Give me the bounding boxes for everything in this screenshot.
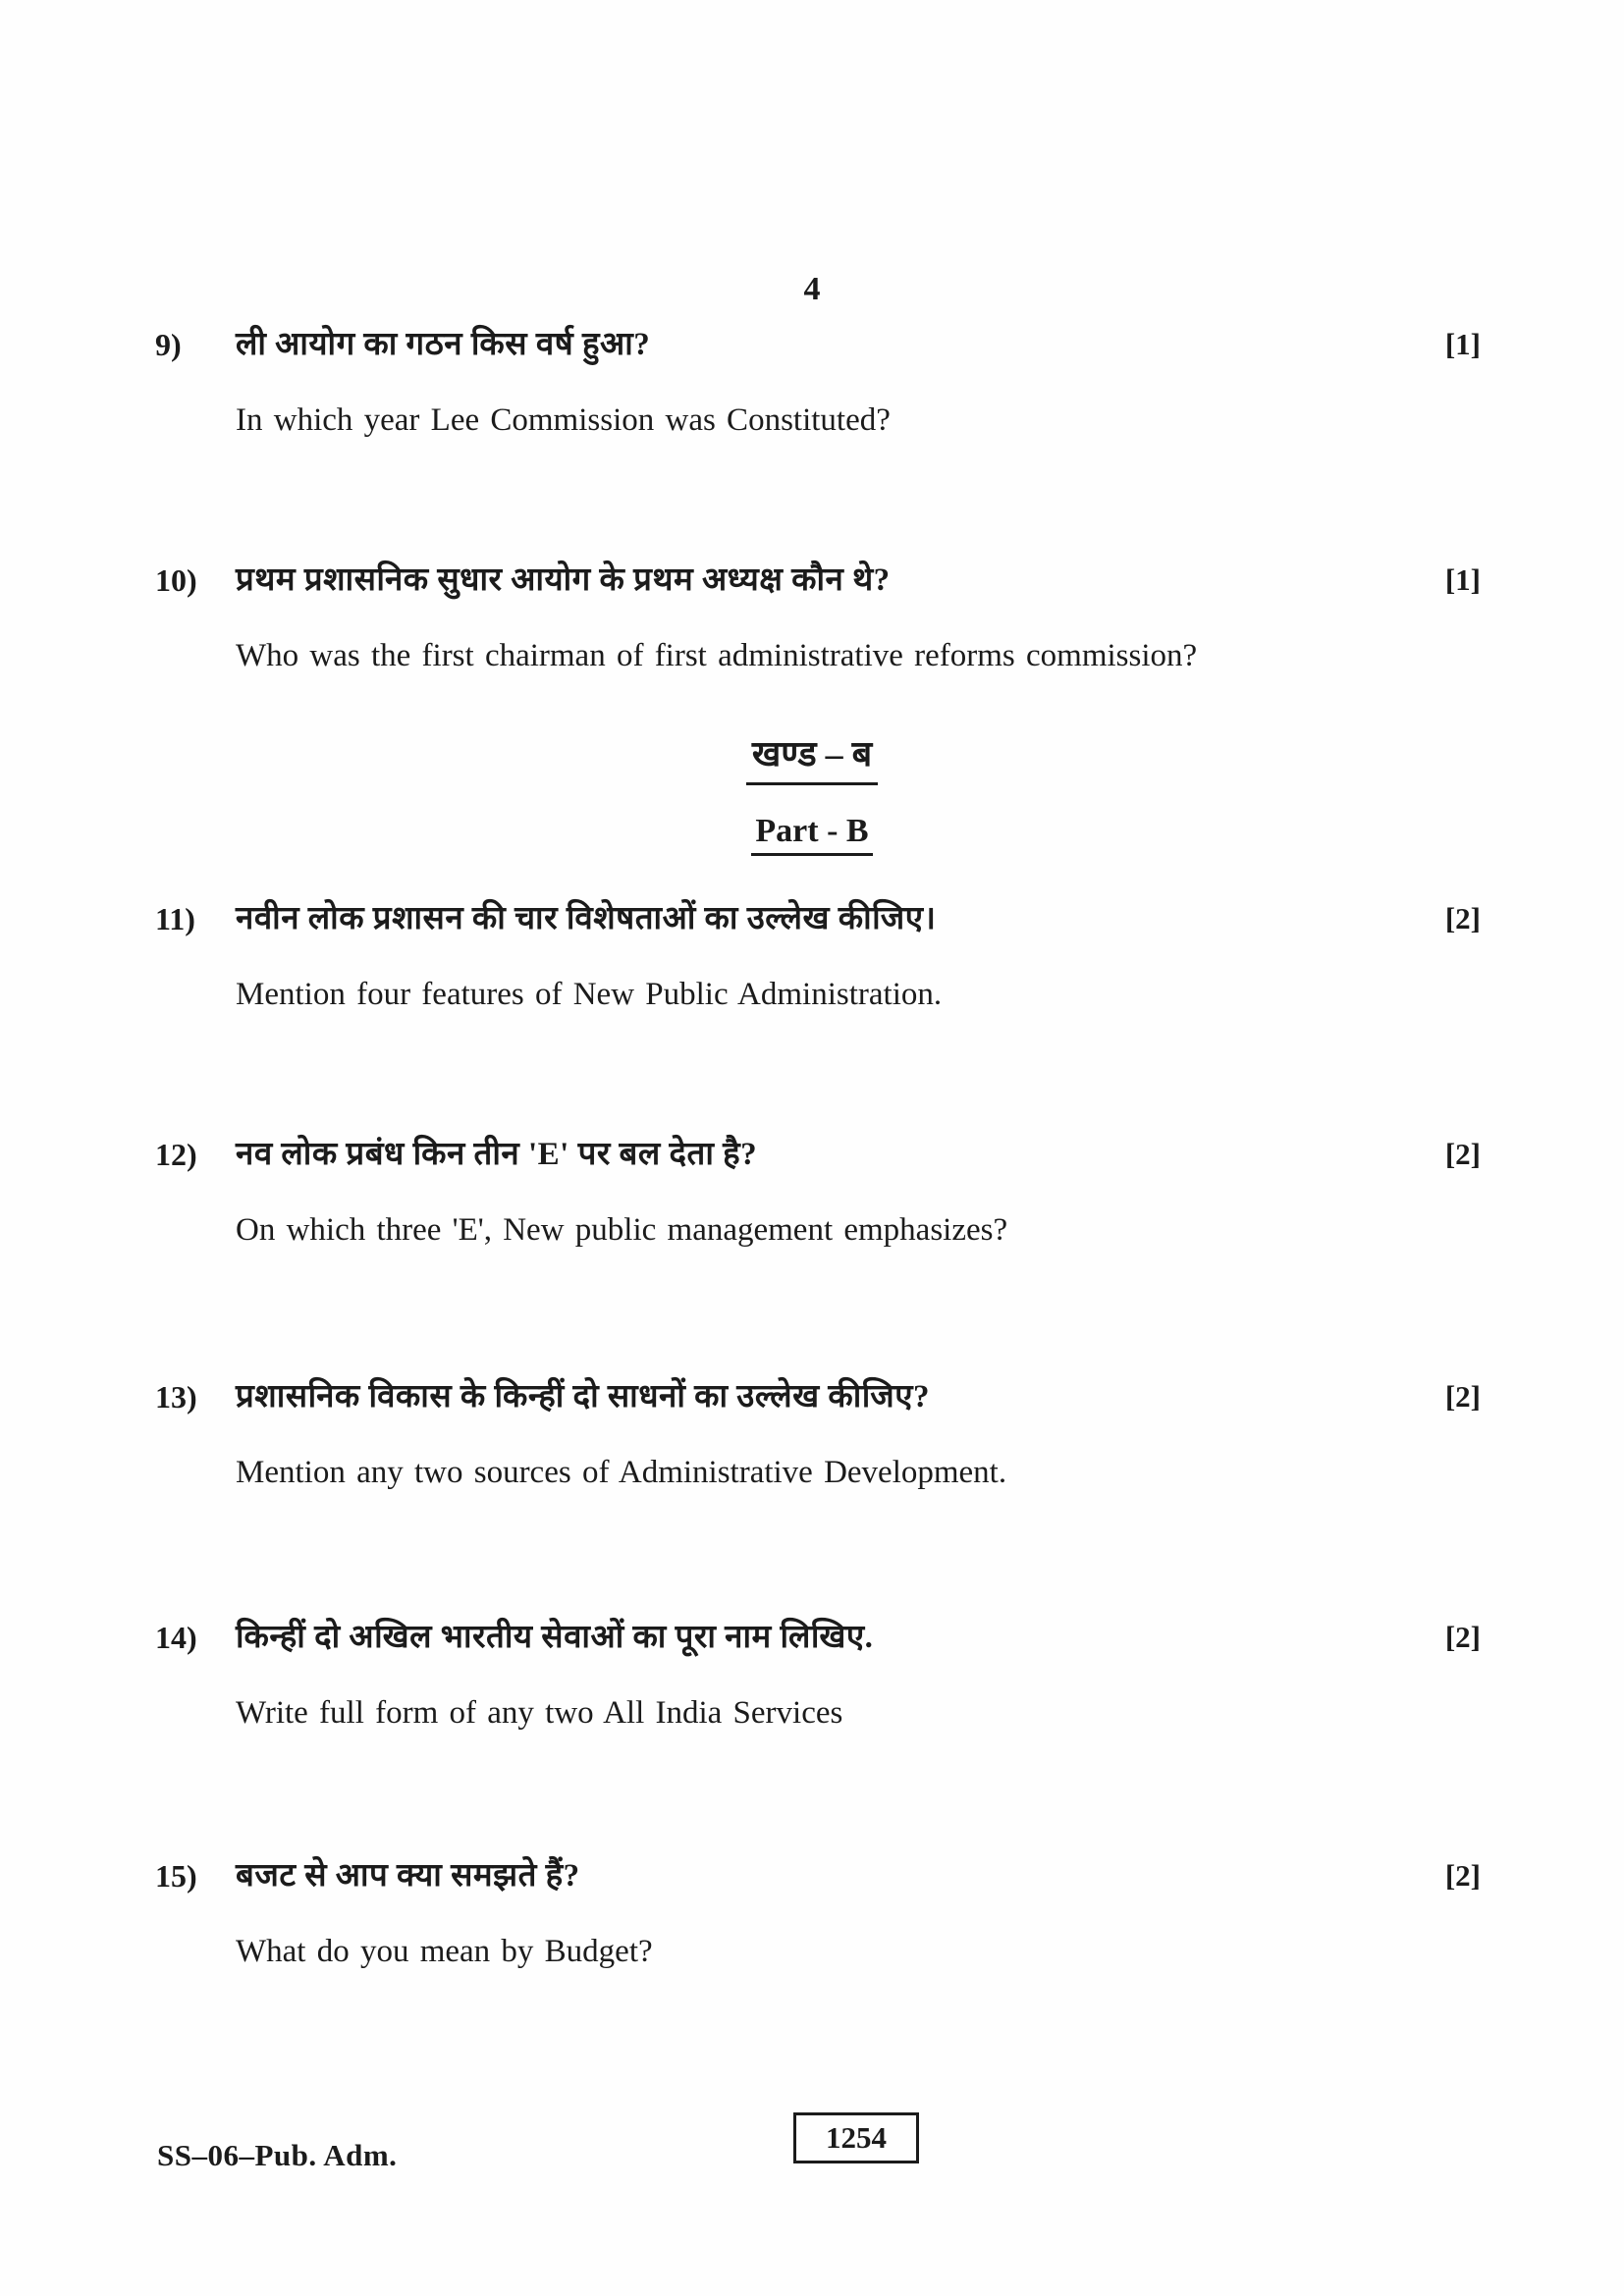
- question-11-number: 11): [155, 901, 195, 936]
- question-10-marks: [1]: [1444, 562, 1481, 597]
- question-11-marks: [2]: [1444, 901, 1481, 935]
- question-11-text-hindi: नवीन लोक प्रशासन की चार विशेषताओं का उल्लेख कीजिए।: [236, 901, 937, 936]
- question-14-marks: [2]: [1444, 1620, 1481, 1654]
- question-13-text-english: Mention any two sources of Administrative Development.: [236, 1455, 1007, 1490]
- section-heading-english: [0, 813, 1624, 856]
- question-13-text-hindi: प्रशासनिक विकास के किन्हीं दो साधनों का उल्लेख कीजिए?: [236, 1379, 931, 1415]
- paper-serial-number: 1254: [826, 2120, 887, 2155]
- paper-code: SS–06–Pub. Adm.: [157, 2138, 398, 2172]
- section-heading-hindi: [0, 728, 1624, 785]
- question-13: [155, 1374, 1481, 1492]
- question-15-marks: [2]: [1444, 1858, 1481, 1893]
- question-13-number: 13): [155, 1379, 197, 1415]
- question-14: [155, 1615, 1481, 1733]
- page-number: 4: [803, 271, 821, 307]
- question-15-text-english: What do you mean by Budget?: [236, 1934, 653, 1969]
- question-9-text-hindi: ली आयोग का गठन किस वर्ष हुआ?: [236, 327, 651, 362]
- question-15-number: 15): [155, 1858, 197, 1894]
- question-9-marks: [1]: [1444, 327, 1481, 361]
- question-14-number: 14): [155, 1620, 197, 1655]
- question-13-marks: [2]: [1444, 1379, 1481, 1414]
- question-9: [155, 322, 1481, 440]
- question-10-number: 10): [155, 562, 197, 598]
- question-15-text-hindi: बजट से आप क्या समझते हैं?: [236, 1858, 580, 1894]
- question-9-text-english: In which year Lee Commission was Constituted?: [236, 402, 891, 438]
- question-10-text-hindi: प्रथम प्रशासनिक सुधार आयोग के प्रथम अध्यक्ष कौन थे?: [236, 562, 891, 598]
- paper-serial-box: [793, 2112, 919, 2163]
- question-12: [155, 1132, 1481, 1250]
- question-12-text-english: On which three 'E', New public management emphasizes?: [236, 1212, 1008, 1248]
- question-10-text-english: Who was the first chairman of first administrative reforms commission?: [236, 638, 1198, 673]
- section-heading-hindi-text: खण्ड – ब: [746, 728, 878, 785]
- question-14-text-hindi: किन्हीं दो अखिल भारतीय सेवाओं का पूरा नाम लिखिए.: [236, 1620, 874, 1655]
- question-15: [155, 1853, 1481, 1971]
- question-9-number: 9): [155, 327, 182, 362]
- question-10: [155, 558, 1481, 675]
- question-11: [155, 896, 1481, 1014]
- question-12-marks: [2]: [1444, 1137, 1481, 1171]
- question-11-text-english: Mention four features of New Public Administration.: [236, 977, 943, 1012]
- question-12-text-hindi: नव लोक प्रबंध किन तीन 'E' पर बल देता है?: [236, 1137, 758, 1172]
- section-heading-english-text: Part - B: [751, 813, 872, 856]
- question-12-number: 12): [155, 1137, 197, 1172]
- question-14-text-english: Write full form of any two All India Services: [236, 1695, 843, 1731]
